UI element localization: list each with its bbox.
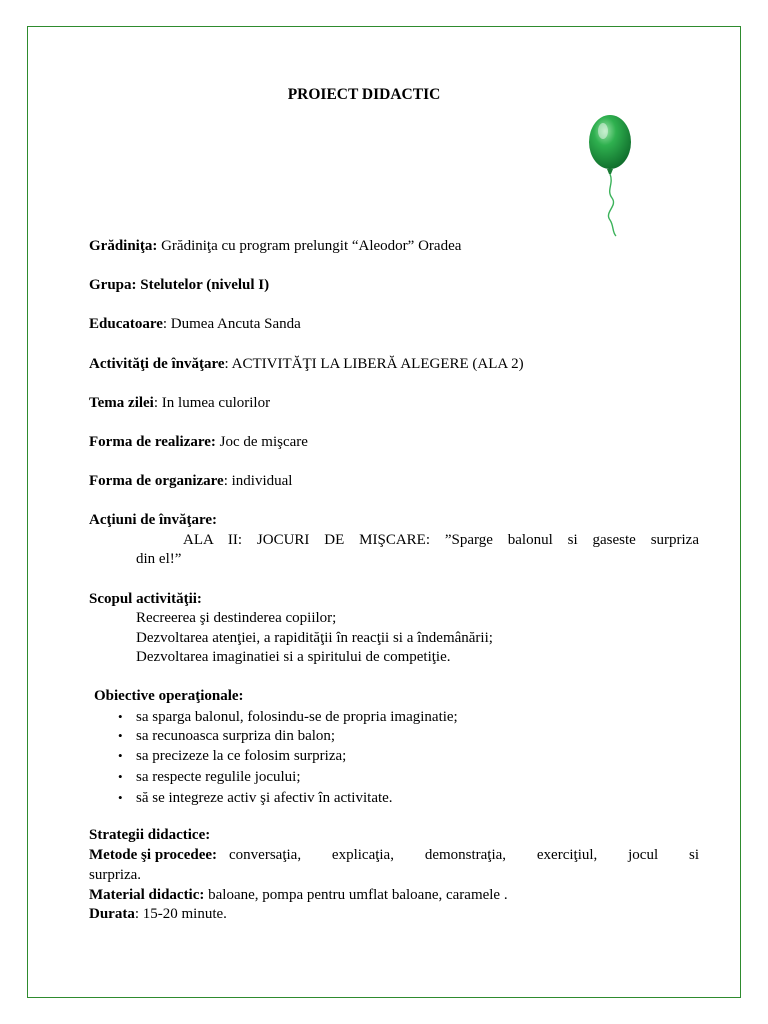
field-activitati (89, 355, 699, 374)
metode-line-1 (89, 846, 699, 865)
scopul-heading: Scopul activităţii: (89, 591, 202, 607)
obiective-item (118, 788, 393, 808)
field-tema (89, 394, 699, 413)
actiuni-line-2: din el!” (136, 551, 182, 567)
strategii-heading: Strategii didactice: (89, 827, 211, 843)
actiuni-heading: Acţiuni de învăţare: (89, 512, 218, 528)
field-tema-label: Tema zilei (89, 395, 154, 411)
field-educatoare (89, 315, 699, 334)
field-forma-organizare (89, 472, 699, 491)
field-forma-realizare (89, 433, 699, 452)
field-grupa (89, 276, 699, 295)
bullet-icon: • (118, 709, 123, 724)
field-activitati-label: Activităţi de învăţare (89, 356, 225, 372)
metode-label: Metode şi procedee: (89, 847, 218, 863)
durata-value: : 15-20 minute. (134, 906, 227, 922)
bullet-icon: • (118, 748, 123, 763)
green-balloon-icon (554, 104, 652, 240)
field-forma-realizare-value: Joc de mişcare (215, 434, 308, 450)
obiective-item-text: sa recunoasca surpriza din balon; (136, 728, 336, 744)
field-educatoare-label: Educatoare (89, 316, 163, 332)
scopul-item: Dezvoltarea atenţiei, a rapidităţii în reacţii si a îndemânării; (136, 630, 493, 646)
material-didactic (89, 886, 699, 905)
durata-label: Durata (89, 906, 135, 922)
obiective-item-text: sa respecte regulile jocului; (136, 769, 301, 785)
field-grupa-label: Grupa: Stelutelor (nivelul I) (89, 277, 270, 293)
material-value: baloane, pompa pentru umflat baloane, caramele . (204, 887, 508, 903)
material-label: Material didactic: (89, 887, 205, 903)
field-activitati-value: : ACTIVITĂŢI LA LIBERĂ ALEGERE (ALA 2) (224, 356, 524, 372)
obiective-item-text: sa precizeze la ce folosim surpriza; (136, 748, 347, 764)
obiective-item (118, 746, 346, 766)
page-title: PROIECT DIDACTIC (287, 86, 441, 103)
metode-line-2: surpriza. (89, 867, 142, 883)
bullet-icon: • (118, 790, 123, 805)
bullet-icon: • (118, 728, 123, 743)
field-gradinita-label: Grădiniţa: (89, 238, 158, 254)
obiective-item (118, 707, 458, 727)
field-forma-realizare-label: Forma de realizare: (89, 434, 216, 450)
field-gradinita (89, 237, 699, 256)
obiective-item (118, 726, 335, 746)
obiective-item (118, 767, 301, 787)
field-gradinita-value: Grădiniţa cu program prelungit “Aleodor” Oradea (157, 238, 462, 254)
field-tema-value: : In lumea culorilor (153, 395, 271, 411)
metode-value: conversaţia, explicaţia, demonstraţia, exerciţiul, jocul si (229, 847, 699, 863)
field-forma-organizare-value: : individual (223, 473, 293, 489)
scopul-item: Recreerea şi destinderea copiilor; (136, 610, 337, 626)
scopul-item: Dezvoltarea imaginatiei si a spiritului de competiţie. (136, 649, 451, 665)
obiective-item-text: să se integreze activ şi afectiv în activitate. (136, 790, 393, 806)
actiuni-line-1: ALA II: JOCURI DE MIŞCARE: ”Sparge balonul si gaseste surpriza (183, 532, 699, 548)
field-forma-organizare-label: Forma de organizare (89, 473, 224, 489)
bullet-icon: • (118, 769, 123, 784)
field-educatoare-value: : Dumea Ancuta Sanda (162, 316, 301, 332)
obiective-heading: Obiective operaţionale: (94, 688, 244, 704)
obiective-item-text: sa sparga balonul, folosindu-se de propria imaginatie; (136, 709, 458, 725)
durata (89, 905, 699, 924)
